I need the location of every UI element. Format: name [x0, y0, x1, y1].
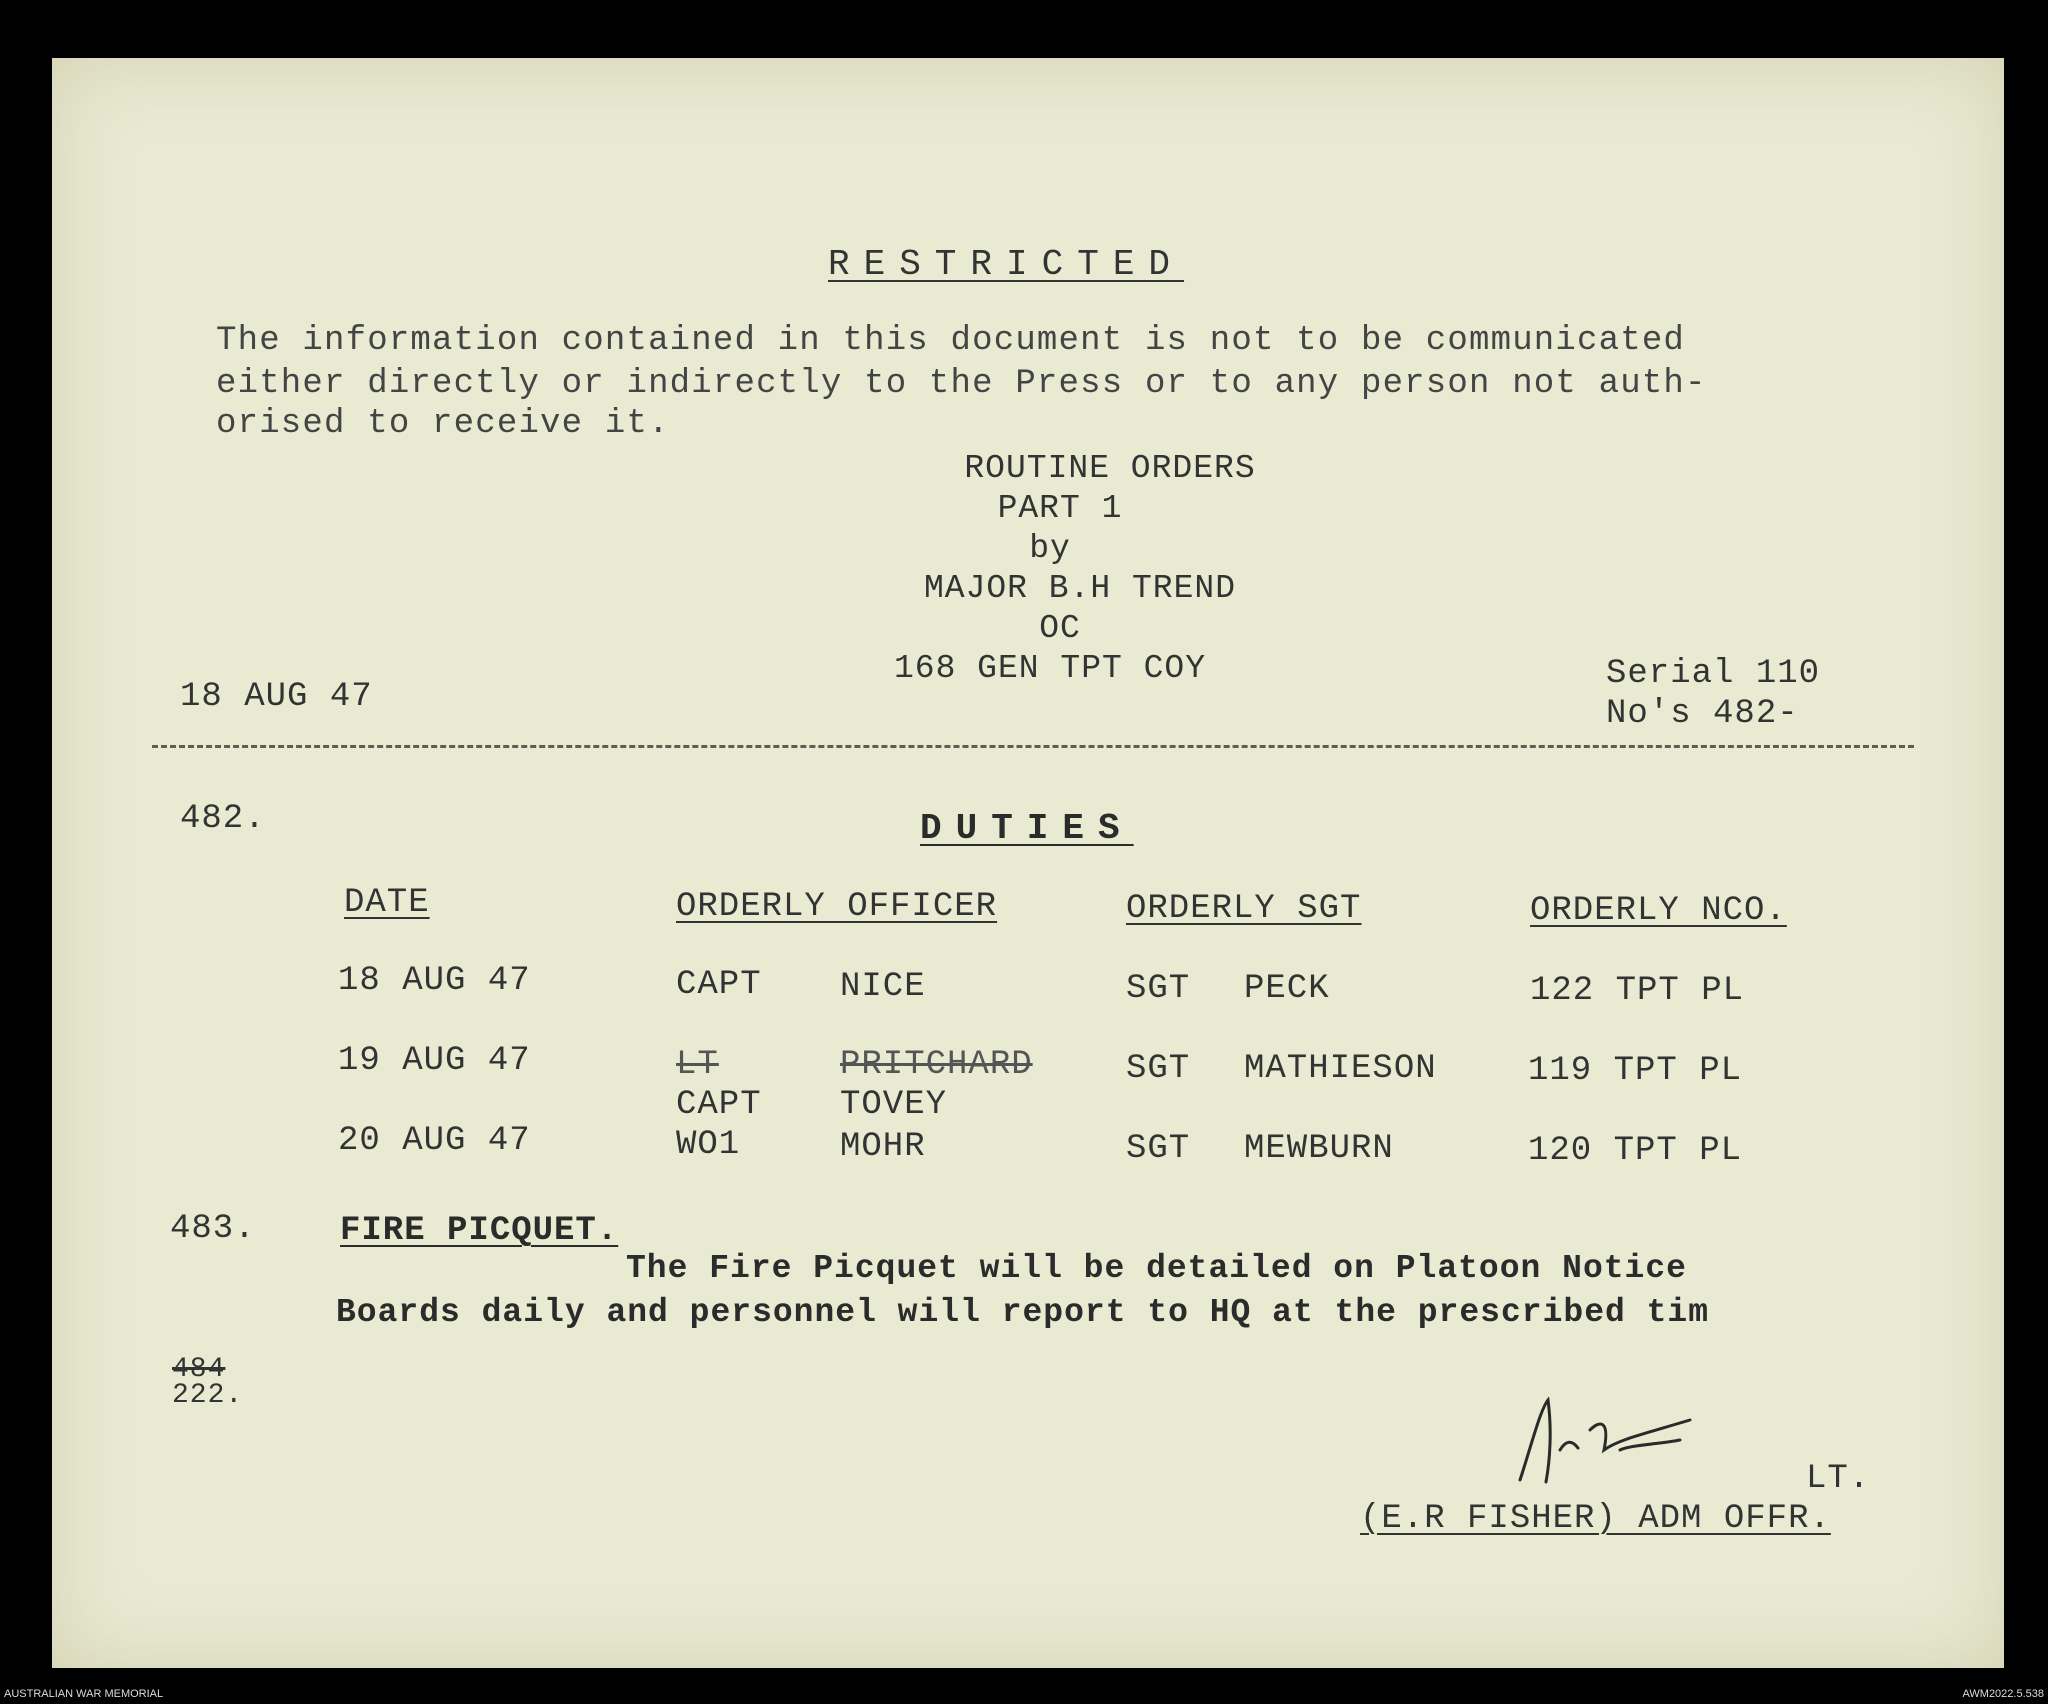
signatory-name: (E.R FISHER) ADM OFFR.: [1360, 1500, 1831, 1538]
item-482-number: 482.: [180, 800, 266, 838]
item-483-number: 483.: [170, 1210, 256, 1248]
duty-row-2-officer-rank-struck: LT: [676, 1046, 719, 1084]
notice-line-1: The information contained in this document is not to be communicated: [216, 322, 1686, 360]
duty-row-2-date: 19 AUG 47: [338, 1042, 531, 1080]
duty-row-2-officer-name-struck: PRITCHARD: [840, 1046, 1033, 1084]
duty-row-1-officer-name: NICE: [840, 968, 926, 1006]
column-header-orderly-sgt: ORDERLY SGT: [1126, 890, 1362, 928]
separator-line: [152, 745, 1914, 748]
duty-row-2-nco: 119 TPT PL: [1528, 1052, 1743, 1090]
duty-row-3-date: 20 AUG 47: [338, 1122, 531, 1160]
duty-row-3-officer-name: MOHR: [840, 1128, 926, 1166]
item-483-text-line-1: The Fire Picquet will be detailed on Platoon Notice: [626, 1250, 1687, 1287]
notice-line-2: either directly or indirectly to the Press or to any person not auth-: [216, 365, 1707, 403]
handwritten-signature: [1500, 1390, 1700, 1500]
column-header-orderly-nco: ORDERLY NCO.: [1530, 892, 1787, 930]
heading-line-3: by: [1029, 530, 1071, 567]
column-header-orderly-officer: ORDERLY OFFICER: [676, 888, 998, 926]
footer-accession: AWM2022.5.538: [1962, 1688, 2044, 1700]
duty-row-2-officer-rank: CAPT: [676, 1086, 762, 1124]
item-482-title: DUTIES: [920, 808, 1134, 849]
item-484-number: 222.: [172, 1380, 244, 1411]
serial-number: Serial 110: [1606, 655, 1821, 693]
duty-row-3-officer-rank: WO1: [676, 1126, 741, 1164]
footer-institution: AUSTRALIAN WAR MEMORIAL: [4, 1688, 164, 1700]
duty-row-2-sgt-rank: SGT: [1126, 1050, 1191, 1088]
duty-row-1-sgt-name: PECK: [1244, 970, 1330, 1008]
duty-row-1-officer-rank: CAPT: [676, 966, 762, 1004]
duty-row-3-sgt-rank: SGT: [1126, 1130, 1191, 1168]
notice-line-3: orised to receive it.: [216, 405, 670, 443]
duty-row-2-sgt-name: MATHIESON: [1244, 1050, 1437, 1088]
duty-row-2-officer-name: TOVEY: [840, 1086, 948, 1124]
item-484-number-struck: 484: [172, 1354, 226, 1385]
column-header-date: DATE: [344, 884, 430, 922]
document-page: [52, 58, 2004, 1668]
duty-row-3-nco: 120 TPT PL: [1528, 1132, 1743, 1170]
classification-heading: RESTRICTED: [828, 244, 1185, 285]
duty-row-1-sgt-rank: SGT: [1126, 970, 1191, 1008]
duty-row-1-nco: 122 TPT PL: [1530, 972, 1745, 1010]
duty-row-3-sgt-name: MEWBURN: [1244, 1130, 1394, 1168]
heading-line-6: 168 GEN TPT COY: [893, 650, 1207, 687]
item-483-text-line-2: Boards daily and personnel will report to HQ at the prescribed tim: [336, 1294, 1710, 1331]
order-date: 18 AUG 47: [180, 678, 373, 716]
heading-line-2: PART 1: [997, 490, 1123, 527]
heading-line-1: ROUTINE ORDERS: [964, 450, 1256, 487]
heading-line-5: OC: [1039, 610, 1081, 647]
signatory-rank: LT.: [1806, 1460, 1871, 1498]
item-483-title: FIRE PICQUET.: [340, 1212, 619, 1250]
order-numbers: No's 482-: [1606, 695, 1799, 733]
duty-row-1-date: 18 AUG 47: [338, 962, 531, 1000]
heading-line-4: MAJOR B.H TREND: [923, 570, 1237, 607]
